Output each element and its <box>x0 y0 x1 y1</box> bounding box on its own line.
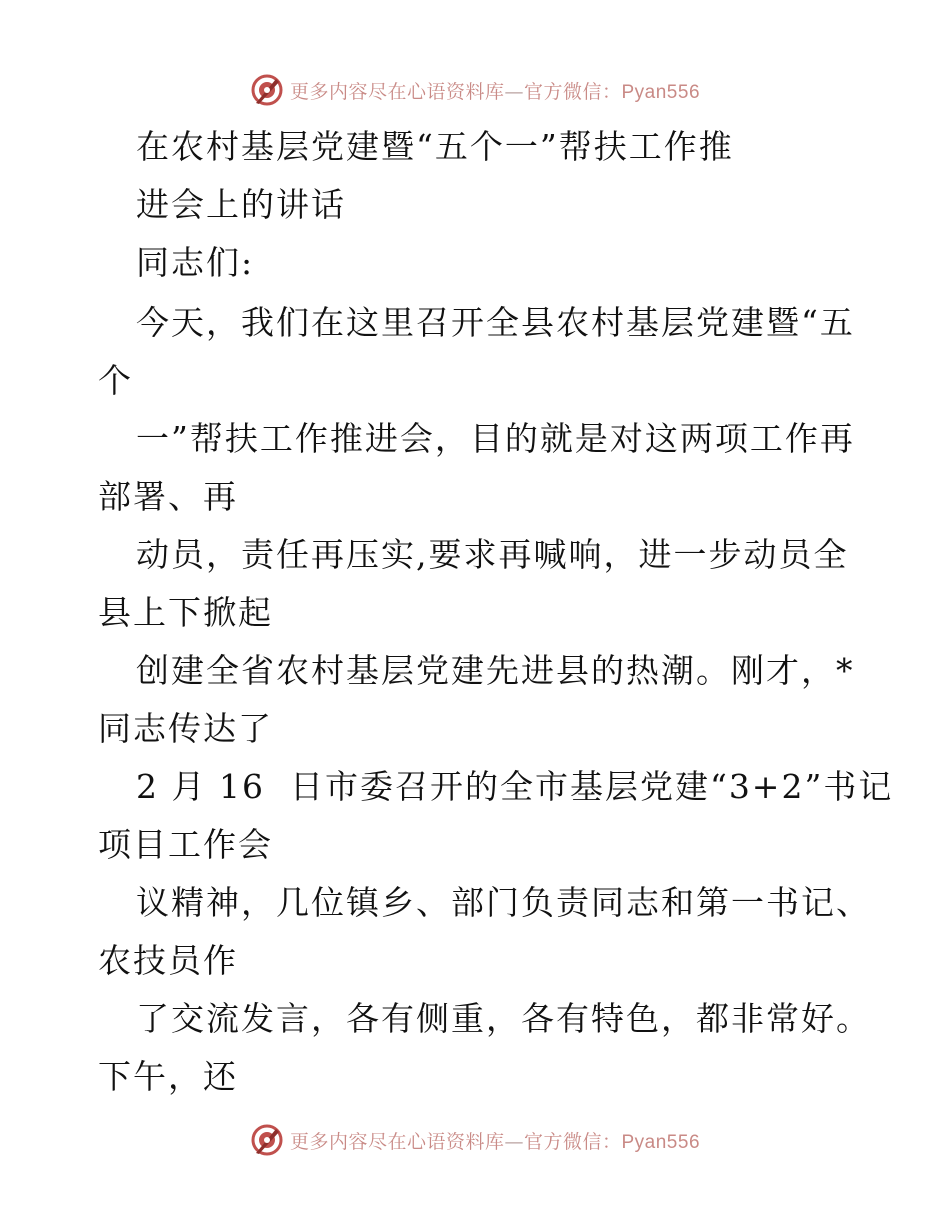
watermark-banner-top <box>0 70 950 110</box>
watermark-dash: — <box>504 80 524 103</box>
watermark-id: Pyan556 <box>621 81 701 103</box>
body-line: 个 <box>98 361 133 400</box>
watermark-text <box>290 77 700 104</box>
watermark-title: 更多内容尽在心语资料库 <box>289 1130 505 1153</box>
body-line: 县上下掀起 <box>98 593 273 632</box>
body-line: 项目工作会 <box>98 825 273 864</box>
document-title-line-2: 进会上的讲话 <box>136 185 346 224</box>
salutation: 同志们: <box>136 243 255 282</box>
body-line: 部署、再 <box>98 477 238 516</box>
document-title-line-1: 在农村基层党建暨“五个一”帮扶工作推 <box>136 127 734 166</box>
body-line: 农技员作 <box>98 941 238 980</box>
body-line: 今天，我们在这里召开全县农村基层党建暨“五 <box>136 303 855 342</box>
body-line: 了交流发言，各有侧重，各有特色，都非常好。 <box>136 999 871 1038</box>
body-line: 动员，责任再压实,要求再喊响，进一步动员全 <box>136 535 849 574</box>
body-line: 2 月 16 日市委召开的全市基层党建“3+2”书记 <box>136 767 894 806</box>
watermark-contact: 官方微信： <box>523 1130 622 1153</box>
watermark-id: Pyan556 <box>621 1131 701 1153</box>
body-line: 创建全省农村基层党建先进县的热潮。刚才，* <box>136 651 855 690</box>
body-line: 下午，还 <box>98 1057 238 1096</box>
quill-seal-icon <box>250 73 284 107</box>
body-line: 议精神，几位镇乡、部门负责同志和第一书记、 <box>136 883 871 922</box>
watermark-text <box>290 1127 700 1154</box>
watermark-banner-bottom <box>0 1120 950 1160</box>
watermark-dash: — <box>504 1130 524 1153</box>
watermark-contact: 官方微信： <box>523 80 622 103</box>
quill-seal-icon <box>250 1123 284 1157</box>
watermark-title: 更多内容尽在心语资料库 <box>289 80 505 103</box>
body-line: 一”帮扶工作推进会，目的就是对这两项工作再 <box>136 419 855 458</box>
body-line: 同志传达了 <box>98 709 273 748</box>
